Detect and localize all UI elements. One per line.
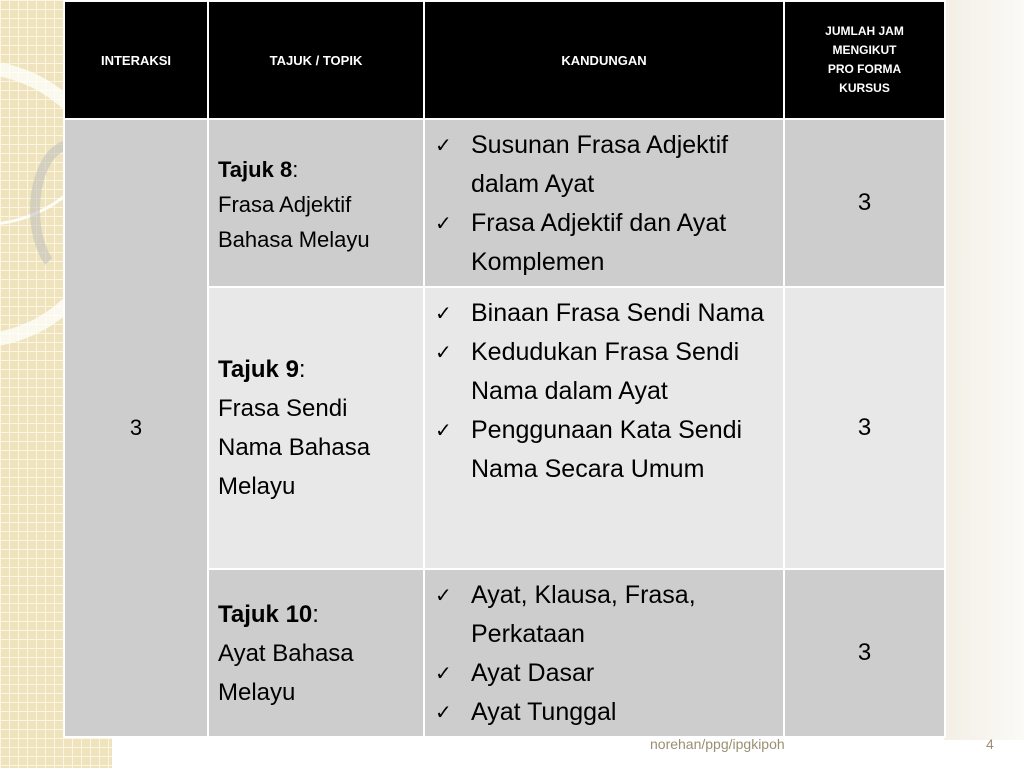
tajuk-colon: :	[298, 356, 306, 383]
table-header-row	[64, 1, 945, 119]
header-kandungan: KANDUNGAN	[424, 1, 784, 119]
kandungan-text: Binaan Frasa Sendi Nama	[471, 299, 765, 327]
kandungan-item	[433, 126, 779, 204]
tajuk-colon: :	[292, 157, 299, 182]
interaksi-value: 3	[64, 119, 208, 737]
kandungan-item	[433, 693, 779, 732]
check-icon: ✓	[435, 211, 452, 235]
kandungan-text: Ayat Dasar	[471, 659, 595, 687]
check-icon: ✓	[435, 340, 452, 364]
tajuk-cell	[208, 569, 424, 737]
tajuk-line: Nama Bahasa	[218, 434, 371, 461]
jam-value: 3	[784, 119, 945, 287]
kandungan-item	[433, 204, 779, 282]
footer-credit: norehan/ppg/ipgkipoh	[650, 736, 785, 752]
tajuk-line: Melayu	[218, 473, 296, 500]
header-jumlah-line: JUMLAH JAM	[825, 24, 904, 38]
header-interaksi: INTERAKSI	[64, 1, 208, 119]
header-jumlah-jam	[784, 1, 945, 119]
kandungan-text: Kedudukan Frasa Sendi Nama dalam Ayat	[471, 338, 740, 405]
header-jumlah-line: MENGIKUT	[832, 43, 897, 57]
header-jumlah-line: KURSUS	[839, 81, 890, 95]
kandungan-text: Frasa Adjektif dan Ayat Komplemen	[471, 209, 727, 276]
check-icon: ✓	[435, 418, 452, 442]
kandungan-item	[433, 411, 779, 489]
check-icon: ✓	[435, 700, 452, 724]
tajuk-cell	[208, 287, 424, 569]
tajuk-line: Frasa Sendi	[218, 395, 348, 422]
jam-value: 3	[784, 569, 945, 737]
tajuk-line: Frasa Adjektif	[218, 192, 352, 217]
kandungan-text: Penggunaan Kata Sendi Nama Secara Umum	[471, 416, 743, 483]
check-icon: ✓	[435, 301, 452, 325]
page-number: 4	[986, 736, 994, 752]
kandungan-cell	[424, 287, 784, 569]
tajuk-label: Tajuk 8	[218, 157, 293, 182]
tajuk-line: Ayat Bahasa	[218, 639, 354, 667]
kandungan-item	[433, 654, 779, 693]
tajuk-colon: :	[312, 600, 319, 628]
kandungan-item	[433, 333, 779, 411]
kandungan-item	[433, 576, 779, 654]
tajuk-label: Tajuk 9	[218, 356, 299, 383]
tajuk-cell	[208, 119, 424, 287]
kandungan-item	[433, 294, 779, 333]
tajuk-label: Tajuk 10	[218, 600, 313, 628]
kandungan-text: Ayat Tunggal	[471, 698, 617, 726]
course-content-table	[63, 0, 946, 738]
kandungan-text: Susunan Frasa Adjektif dalam Ayat	[471, 131, 729, 198]
check-icon: ✓	[435, 583, 452, 607]
decorative-right-strip	[944, 0, 1024, 740]
kandungan-cell	[424, 119, 784, 287]
check-icon: ✓	[435, 133, 452, 157]
check-icon: ✓	[435, 661, 452, 685]
kandungan-text: Ayat, Klausa, Frasa, Perkataan	[471, 581, 696, 648]
header-tajuk-topik: TAJUK / TOPIK	[208, 1, 424, 119]
jam-value: 3	[784, 287, 945, 569]
table-row	[64, 119, 945, 287]
tajuk-line: Bahasa Melayu	[218, 227, 370, 252]
header-jumlah-line: PRO FORMA	[827, 62, 902, 76]
kandungan-cell	[424, 569, 784, 737]
tajuk-line: Melayu	[218, 678, 296, 706]
